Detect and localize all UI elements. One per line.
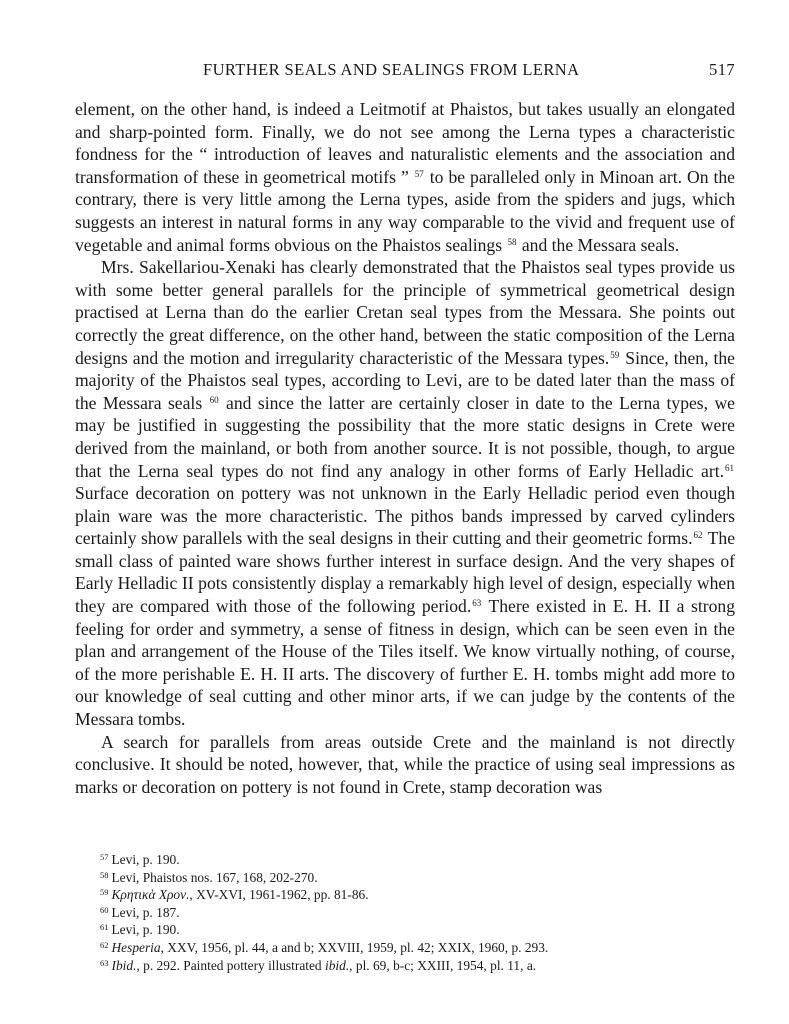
text-run: , p. 292. Painted pottery illustrated — [136, 957, 325, 973]
footnote — [100, 956, 720, 974]
italic-text: Hesperia — [111, 939, 161, 955]
text-run: Levi, p. 187. — [111, 904, 180, 920]
footnote-number: 59 — [100, 887, 109, 898]
footnote — [100, 850, 720, 868]
text-run: Levi, p. 190. — [111, 922, 180, 938]
italic-text: ibid. — [324, 957, 350, 973]
footnote-number: 62 — [100, 939, 109, 950]
text-run: , XXV, 1956, pl. 44, a and b; XXVIII, 1959, pl. 42; XXIX, 1960, p. 293. — [160, 939, 549, 955]
running-header — [75, 60, 735, 86]
italic-text: Ibid. — [111, 957, 137, 973]
text-run: element, on the other hand, is indeed a Leitmotif at Phaistos, but takes usually an elongated and sharp-pointed form. Finally, we do not see among the Lerna types a characteristic fondness for the “ introduction of leaves and naturalistic elements and the association and transformation of these in geometrical motifs ” — [75, 99, 735, 187]
text-run: Surface decoration on pottery was not unknown in the Early Helladic period even though plain ware was the more characteristic. The pithos bands impressed by carved cylinders certainly show parallels with the seal designs in their cutting and their geometric forms. — [75, 483, 735, 549]
text-run: Levi, p. 190. — [111, 852, 180, 867]
footnote-marker: 63 — [472, 598, 482, 609]
footnotes — [100, 850, 720, 973]
text-run: to be paralleled only in Minoan art. On the contrary, there is very little among the Lerna types, aside from the spiders and jugs, which suggests an interest in natural forms in any way comparable to the vivid and frequent use of vegetable and animal forms obvious on the Phaistos sealings — [75, 166, 735, 255]
text-run: A search for parallels from areas outside Crete and the mainland is not directly conclusive. It should be noted, however, that, while the practice of using seal impressions as marks or decoration on pottery is not found in Crete, stamp decoration was — [75, 731, 735, 797]
footnote-marker: 59 — [610, 349, 620, 360]
page-number: 517 — [709, 60, 735, 79]
footnote-marker: 61 — [725, 462, 734, 473]
paragraph — [75, 98, 735, 256]
paragraph — [75, 731, 735, 799]
footnote-number: 63 — [100, 957, 109, 968]
footnote-number: 61 — [100, 922, 109, 933]
text-run: Since, then, the majority of the Phaistos seal types, according to Levi, are to be dated later than the mass of the Messara seals — [75, 347, 735, 413]
footnote-marker: 57 — [414, 168, 424, 179]
footnote-marker: 58 — [507, 236, 517, 247]
footnote — [100, 938, 720, 956]
running-title: FURTHER SEALS AND SEALINGS FROM LERNA — [203, 60, 580, 79]
text-run: Mrs. Sakellariou-Xenaki has clearly demonstrated that the Phaistos seal types provide us with some better general parallels for the principle of symmetrical geometrical design practised at Lerna than do the earlier Cretan seal types from the Messara. She points out correctly the great difference, on the other hand, between the static composition of the Lerna designs and the motion and irregularity characteristic of the Messara types. — [75, 257, 735, 368]
footnote-number: 58 — [100, 869, 109, 880]
footnote — [100, 903, 720, 921]
paragraph — [75, 256, 735, 730]
footnote-marker: 60 — [209, 394, 219, 405]
footnote-marker: 62 — [693, 530, 703, 541]
footnote-number: 57 — [100, 852, 109, 862]
text-run: , XV-XVI, 1961-1962, pp. 81-86. — [189, 887, 369, 903]
footnote-number: 60 — [100, 904, 109, 915]
text-run: and the Messara seals. — [517, 234, 680, 255]
footnote — [100, 868, 720, 886]
text-run: , pl. 69, b-c; XXIII, 1954, pl. 11, a. — [349, 957, 537, 973]
body-text — [75, 98, 735, 798]
footnote — [100, 885, 720, 903]
text-run: Levi, Phaistos nos. 167, 168, 202-270. — [111, 869, 318, 885]
footnote — [100, 920, 720, 938]
text-run: and since the latter are certainly closer in date to the Lerna types, we may be justified in suggesting the possibility that the more static designs in Crete were derived from the mainland, or both from another source. It is not possible, though, to argue that the Lerna seal types do not find any analogy in other forms of Early Helladic art. — [75, 392, 735, 481]
text-run: There existed in E. H. II a strong feeling for order and symmetry, a sense of fitness in design, which can be seen even in the plan and arrangement of the House of the Tiles itself. We know virtually nothing, of course, of the more perishable E. H. II arts. The discovery of further E. H. tombs might add more to our knowledge of seal cutting and other minor arts, if we can judge by the contents of the Messara tombs. — [75, 596, 735, 730]
italic-text: Κρητικὰ Χρον. — [111, 887, 190, 903]
text-run: The small class of painted ware shows further interest in surface design. And the very shapes of Early Helladic II pots consistently display a remarkably high level of design, especially when they are compared with those of the following period. — [75, 528, 736, 617]
